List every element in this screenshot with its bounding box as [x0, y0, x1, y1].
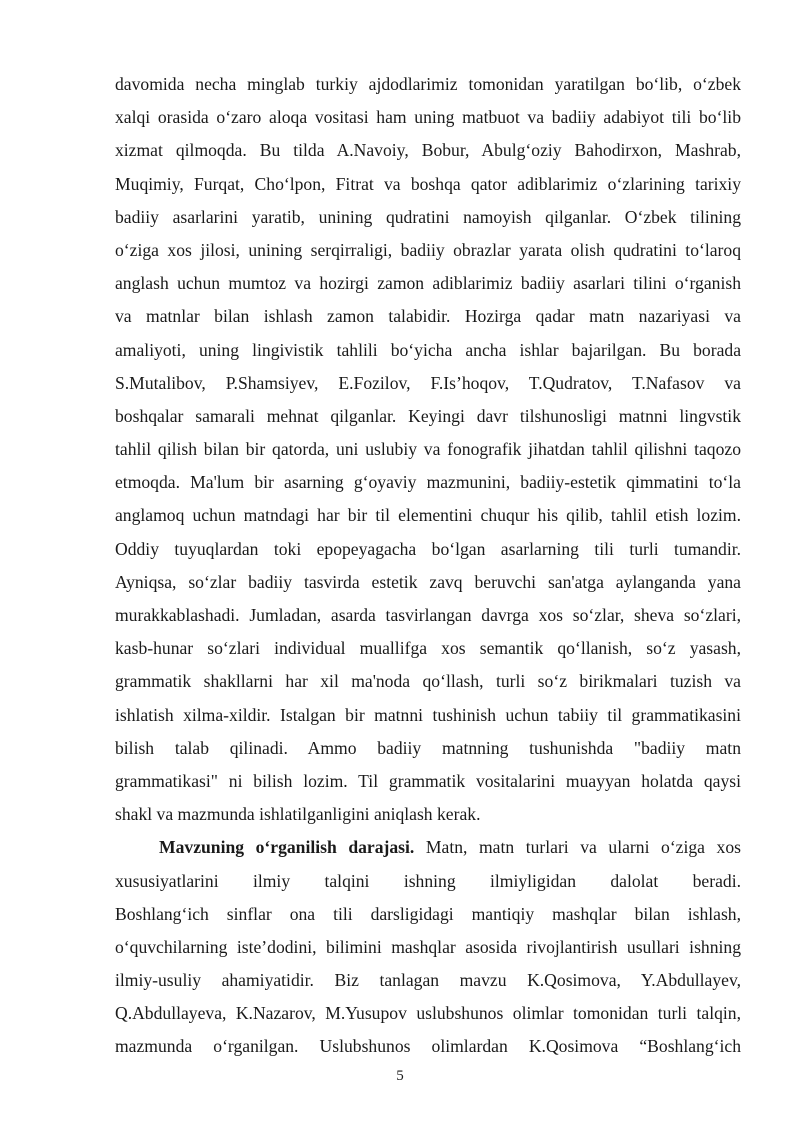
text-line: anglamoq uchun matndagi har bir til elementini chuqur his qilib, tahlil etish lozim. [115, 505, 741, 526]
text-line: ishlatish xilma-xildir. Istalgan bir matnni tushinish uchun tabiiy til grammatikasini [115, 704, 741, 725]
text-line: Q.Abdullayeva, K.Nazarov, M.Yusupov uslubshunos olimlar tomonidan turli talqin, [115, 1003, 741, 1024]
text-line: shakl va mazmunda ishlatilganligini aniqlash kerak. [115, 804, 481, 825]
text-line: anglash uchun mumtoz va hozirgi zamon adiblarimiz badiiy asarlari tilini o‘rganish [115, 273, 741, 294]
text-line: grammatikasi" ni bilish lozim. Til grammatik vositalarini muayyan holatda qaysi [115, 770, 741, 791]
text-line: grammatik shakllarni har xil ma'noda qo‘llash, turli so‘z birikmalari tuzish va [115, 671, 741, 692]
paragraph-2-first-line [115, 831, 741, 864]
text-line: o‘ziga xos jilosi, unining serqirraligi, badiiy obrazlar yarata olish qudratini to‘laroq [115, 239, 741, 260]
text-line: kasb-hunar so‘zlari individual muallifga xos semantik qo‘llanish, so‘z yasash, [115, 638, 741, 659]
text-line: xalqi orasida o‘zaro aloqa vositasi ham uning matbuot va badiiy adabiyot tili bo‘lib [115, 107, 741, 128]
text-line: Boshlang‘ich sinflar ona tili darsligidagi mantiqiy mashqlar bilan ishlash, [115, 903, 741, 924]
text-line: Ayniqsa, so‘zlar badiiy tasvirda estetik zavq beruvchi san'atga aylanganda yana [115, 571, 741, 592]
paragraph-2 [115, 831, 741, 1063]
text-line: xususiyatlarini ilmiy talqini ishning ilmiyligidan dalolat beradi. [115, 870, 741, 891]
text-line: bilish talab qilinadi. Ammo badiiy matnning tushunishda "badiiy matn [115, 737, 741, 758]
text-line: mazmunda o‘rganilgan. Uslubshunos olimlardan K.Qosimova “Boshlang‘ich [115, 1036, 741, 1057]
text-line: boshqalar samarali mehnat qilganlar. Keyingi davr tilshunosligi matnni lingvstik [115, 405, 741, 426]
text-line: amaliyoti, uning lingivistik tahlili bo‘yicha ancha ishlar bajarilgan. Bu borada [115, 339, 741, 360]
text-line: ilmiy-usuliy ahamiyatidir. Biz tanlagan mavzu K.Qosimova, Y.Abdullayev, [115, 970, 741, 991]
text-line: Oddiy tuyuqlardan toki epopeyagacha bo‘lgan asarlarning tili turli tumandir. [115, 538, 741, 559]
text-line: etmoqda. Ma'lum bir asarning g‘oyaviy mazmunini, badiiy-estetik qimmatini to‘la [115, 472, 741, 493]
heading-continuation: Matn, matn turlari va ularni o‘ziga xos [414, 837, 741, 858]
paragraph-1 [115, 68, 741, 831]
text-line: xizmat qilmoqda. Bu tilda A.Navoiy, Bobur, Abulg‘oziy Bahodirxon, Mashrab, [115, 140, 741, 161]
text-line: va matnlar bilan ishlash zamon talabidir. Hozirga qadar matn nazariyasi va [115, 306, 741, 327]
text-line: davomida necha minglab turkiy ajdodlarimiz tomonidan yaratilgan bo‘lib, o‘zbek [115, 74, 741, 94]
text-line: Muqimiy, Furqat, Cho‘lpon, Fitrat va boshqa qator adiblarimiz o‘zlarining tarixiy [115, 173, 741, 194]
page-number: 5 [396, 1068, 404, 1084]
text-line: tahlil qilish bilan bir qatorda, uni uslubiy va fonografik jihatdan tahlil qilishni taqozo [115, 439, 741, 460]
section-heading: Mavzuning o‘rganilish darajasi. [159, 837, 415, 858]
text-line: badiiy asarlarini yaratib, unining qudratini namoyish qilganlar. O‘zbek tilining [115, 206, 741, 227]
text-line: murakkablashadi. Jumladan, asarda tasvirlangan davrga xos so‘zlar, sheva so‘zlari, [115, 605, 741, 625]
body-text [115, 68, 741, 1064]
text-line: S.Mutalibov, P.Shamsiyev, E.Fozilov, F.Is’hoqov, T.Qudratov, T.Nafasov va [115, 372, 741, 393]
text-line: o‘quvchilarning iste’dodini, bilimini mashqlar asosida rivojlantirish usullari ishning [115, 936, 741, 957]
